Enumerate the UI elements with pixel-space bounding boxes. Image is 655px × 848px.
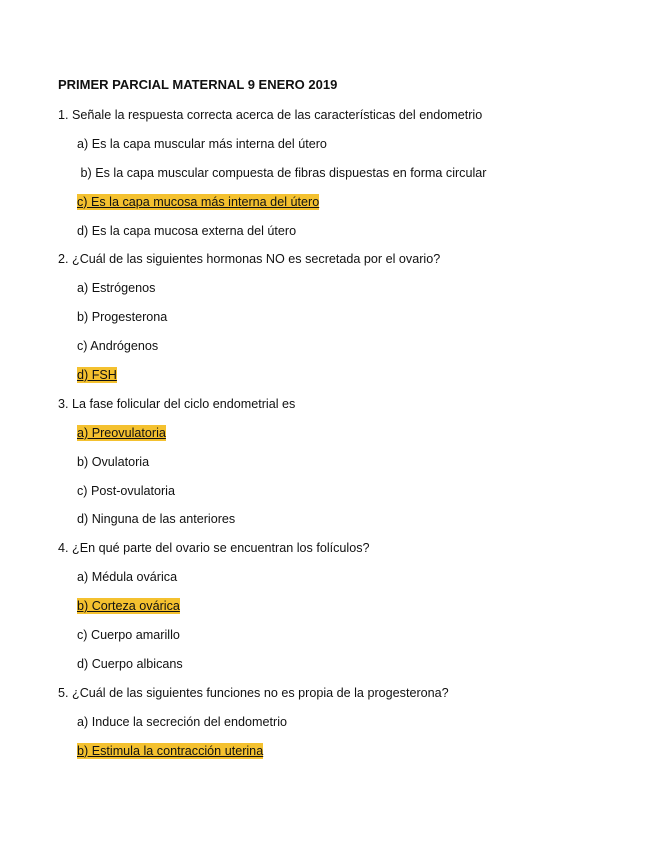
- option-text: d) FSH: [77, 368, 117, 383]
- option-text: b) Ovulatoria: [77, 454, 150, 469]
- option-text: a) Estrógenos: [77, 281, 156, 296]
- option-text: a) Médula ovárica: [77, 570, 178, 585]
- question-list: [0, 101, 655, 765]
- question-text: 4. ¿En qué parte del ovario se encuentran los folículos?: [58, 541, 370, 556]
- option-text: b) Progesterona: [77, 310, 168, 325]
- question-text: 5. ¿Cuál de las siguientes funciones no es propia de la progesterona?: [58, 685, 449, 700]
- answer-option: [0, 274, 655, 303]
- answer-option: [0, 621, 655, 650]
- answer-option-correct: [0, 419, 655, 448]
- answer-option-correct: [0, 592, 655, 621]
- answer-option: [0, 217, 655, 246]
- option-text: a) Es la capa muscular más interna del útero: [77, 136, 327, 151]
- answer-option: [0, 448, 655, 477]
- question-text: 2. ¿Cuál de las siguientes hormonas NO es secretada por el ovario?: [58, 252, 441, 267]
- answer-option-correct: [0, 188, 655, 217]
- question-text: 3. La fase folicular del ciclo endometrial es: [58, 396, 296, 411]
- answer-option-correct: [0, 737, 655, 766]
- question-text: 1. Señale la respuesta correcta acerca de las características del endometrio: [58, 108, 483, 122]
- option-text: c) Andrógenos: [77, 339, 159, 354]
- option-text: b) Estimula la contracción uterina: [77, 743, 264, 758]
- option-text: b) Es la capa muscular compuesta de fibras dispuestas en forma circular: [77, 165, 487, 180]
- option-text: b) Corteza ovárica: [77, 599, 180, 614]
- option-text: a) Induce la secreción del endometrio: [77, 714, 288, 729]
- document-title: PRIMER PARCIAL MATERNAL 9 ENERO 2019: [58, 77, 338, 92]
- option-text: d) Es la capa mucosa externa del útero: [77, 223, 297, 238]
- answer-option: [0, 303, 655, 332]
- answer-option: [0, 708, 655, 737]
- answer-option: [0, 477, 655, 506]
- option-text: c) Es la capa mucosa más interna del útero: [77, 194, 320, 209]
- answer-option: [0, 650, 655, 679]
- option-text: d) Ninguna de las anteriores: [77, 512, 236, 527]
- option-text: d) Cuerpo albicans: [77, 656, 183, 671]
- answer-option: [0, 130, 655, 159]
- answer-option: [0, 505, 655, 534]
- answer-option: [0, 159, 655, 188]
- option-text: a) Preovulatoria: [77, 425, 166, 440]
- answer-option: [0, 332, 655, 361]
- option-text: c) Cuerpo amarillo: [77, 628, 180, 643]
- answer-option: [0, 563, 655, 592]
- option-text: c) Post-ovulatoria: [77, 483, 175, 498]
- answer-option-correct: [0, 361, 655, 390]
